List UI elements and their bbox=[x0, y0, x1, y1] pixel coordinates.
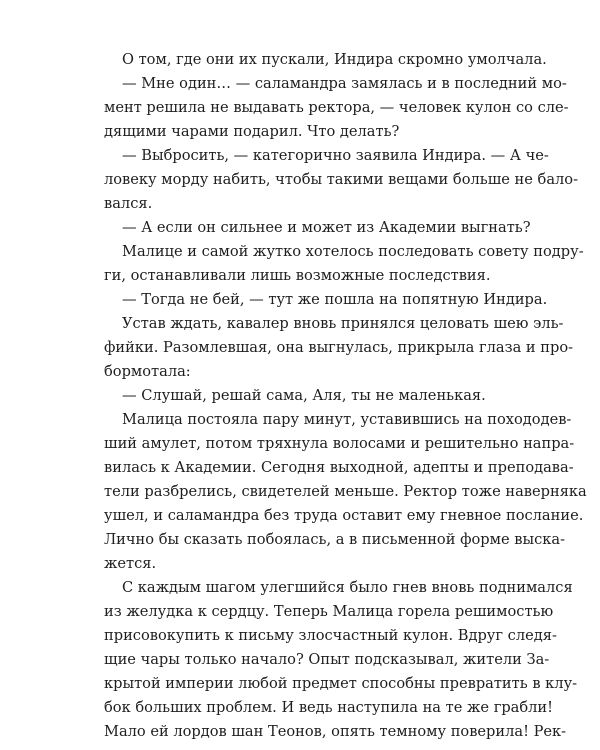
text-line: вилась к Академии. Сегодня выходной, адепты и преподава- bbox=[104, 459, 574, 476]
text-line: жется. bbox=[104, 555, 157, 572]
text-line: С каждым шагом улегшийся было гнев вновь поднимался bbox=[122, 579, 573, 596]
text-line: — Выбросить, — категорично заявила Индира. — А че- bbox=[122, 147, 549, 164]
text-line: Устав ждать, кавалер вновь принялся целовать шею эль- bbox=[122, 315, 564, 332]
text-line: дящими чарами подарил. Что делать? bbox=[104, 123, 400, 140]
text-line: О том, где они их пускали, Индира скромно умолчала. bbox=[122, 51, 547, 68]
text-line: из желудка к сердцу. Теперь Малица горела решимостью bbox=[104, 603, 554, 620]
text-line: Мало ей лордов шан Теонов, опять темному поверила! Рек- bbox=[104, 723, 567, 740]
text-line: — Тогда не бей, — тут же пошла на попятную Индира. bbox=[122, 291, 548, 308]
text-line: Лично бы сказать побоялась, а в письменной форме выска- bbox=[104, 531, 566, 548]
text-line: — Мне один… — саламандра замялась и в последний мо- bbox=[122, 75, 567, 92]
text-line: крытой империи любой предмет способны превратить в клу- bbox=[104, 675, 578, 692]
text-line: ушел, и саламандра без труда оставит ему гневное послание. bbox=[104, 507, 584, 524]
text-line: присовокупить к письму злосчастный кулон. Вдруг следя- bbox=[104, 627, 557, 644]
text-line: Малице и самой жутко хотелось последовать совету подру- bbox=[122, 243, 584, 260]
text-line: ший амулет, потом тряхнула волосами и решительно напра- bbox=[104, 435, 575, 452]
text-line: Малица постояла пару минут, уставившись на похододев- bbox=[122, 411, 572, 428]
text-line: — Слушай, решай сама, Аля, ты не маленькая. bbox=[122, 387, 486, 404]
text-line: фийки. Разомлевшая, она выгнулась, прикрыла глаза и про- bbox=[104, 339, 574, 356]
text-line: щие чары только начало? Опыт подсказывал, жители За- bbox=[104, 651, 550, 668]
text-line: — А если он сильнее и может из Академии выгнать? bbox=[122, 219, 531, 236]
text-line: бормотала: bbox=[104, 363, 191, 380]
text-line: вался. bbox=[104, 195, 153, 212]
text-line: тели разбрелись, свидетелей меньше. Ректор тоже наверняка bbox=[104, 483, 587, 500]
text-line: ги, останавливали лишь возможные последствия. bbox=[104, 267, 491, 284]
text-line: ловеку морду набить, чтобы такими вещами больше не бало- bbox=[104, 171, 579, 188]
text-line: мент решила не выдавать ректора, — человек кулон со сле- bbox=[104, 99, 569, 116]
text-line: бок больших проблем. И ведь наступила на те же грабли! bbox=[104, 699, 554, 716]
